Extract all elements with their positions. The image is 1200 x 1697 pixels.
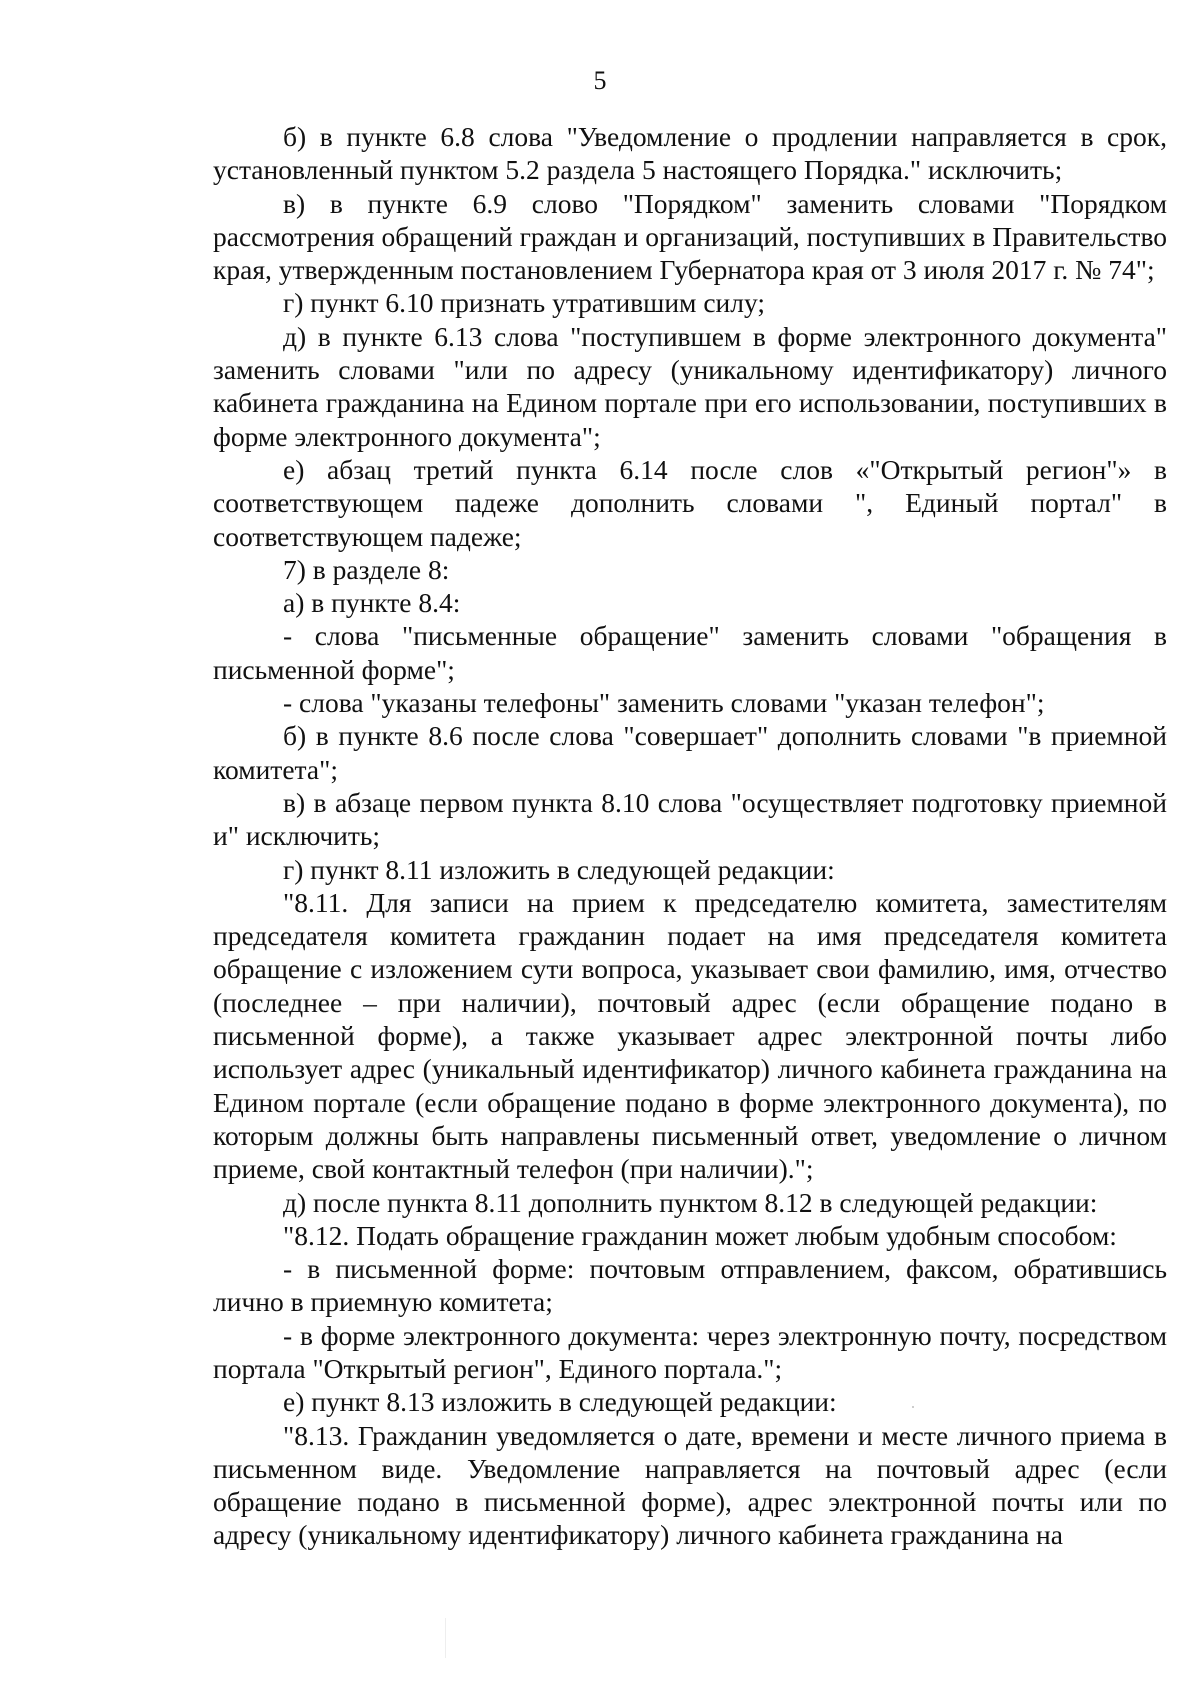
paragraph-6-9: в) в пункте 6.9 слово "Порядком" заменить словами "Порядком рассмотрения обращений граждан и организаций, поступивших в Правительство края, утвержденным постановлением Губернатора края от 3 июля 2017 г. № 74"; [213,187,1167,286]
paragraph-section-8: 7) в разделе 8: [283,553,450,585]
paragraph-8-4-item-2: - слова "указаны телефоны" заменить словами "указан телефон"; [283,687,1045,719]
paragraph-8-13-text: "8.13. Гражданин уведомляется о дате, времени и месте личного приема в письменном виде. Уведомление направляется на почтовый адрес (если обращение подано в письменной форме), адрес электронной почты или по адресу (уникальному идентификатору) личного кабинета гражданина на [213,1419,1167,1551]
scan-fold-mark [445,1618,446,1658]
paragraph-6-8: б) в пункте 6.8 слова "Уведомление о продлении направляется в срок, установленный пунктом 5.2 раздела 5 настоящего Порядка." исключить; [213,121,1167,186]
scan-speck [912,1406,914,1408]
paragraph-8-12-text: "8.12. Подать обращение гражданин может любым удобным способом: [283,1219,1117,1251]
paragraph-8-4-item-1: - слова "письменные обращение" заменить словами "обращения в письменной форме"; [213,620,1167,685]
paragraph-8-6: б) в пункте 8.6 после слова "совершает" дополнить словами "в приемной комитета"; [213,720,1167,785]
paragraph-6-13: д) в пункте 6.13 слова "поступившем в форме электронного документа" заменить словами "или по адресу (уникальному идентификатору) личного кабинета гражданина на Едином портале при его использовании, поступивших в форме электронного документа"; [213,320,1167,452]
paragraph-6-14: е) абзац третий пункта 6.14 после слов «"Открытый регион"» в соответствующем падеже дополнить словами ", Единый портал" в соответствующем падеже; [213,453,1167,552]
paragraph-8-11-intro: г) пункт 8.11 изложить в следующей редакции: [283,853,835,885]
document-body [213,120,1167,1552]
paragraph-8-12-item-2: - в форме электронного документа: через электронную почту, посредством портала "Открытый регион", Единого портала."; [213,1319,1167,1384]
page-number: 5 [593,66,607,95]
paragraph-8-11-text: "8.11. Для записи на прием к председателю комитета, заместителям председателя комитета гражданин подает на имя председателя комитета обращение с изложением сути вопроса, указывает свои фамилию, имя, отчество (последнее – при наличии), почтовый адрес (если обращение подано в письменной форме), а также указывает адрес электронной почты либо использует адрес (уникальный идентификатор) личного кабинета гражданина на Едином портале (если обращение подано в форме электронного документа), по которым должны быть направлены письменный ответ, уведомление о личном приеме, свой контактный телефон (при наличии)."; [213,886,1167,1185]
paragraph-8-10: в) в абзаце первом пункта 8.10 слова "осуществляет подготовку приемной и" исключить; [213,786,1167,852]
paragraph-8-4: а) в пункте 8.4: [283,587,461,619]
paragraph-6-10: г) пункт 6.10 признать утратившим силу; [283,287,765,319]
paragraph-8-12-intro: д) после пункта 8.11 дополнить пунктом 8.12 в следующей редакции: [283,1186,1098,1218]
paragraph-8-12-item-1: - в письменной форме: почтовым отправлением, факсом, обратившись лично в приемную комитета; [213,1253,1167,1318]
paragraph-8-13-intro: е) пункт 8.13 изложить в следующей редакции: [283,1386,837,1418]
